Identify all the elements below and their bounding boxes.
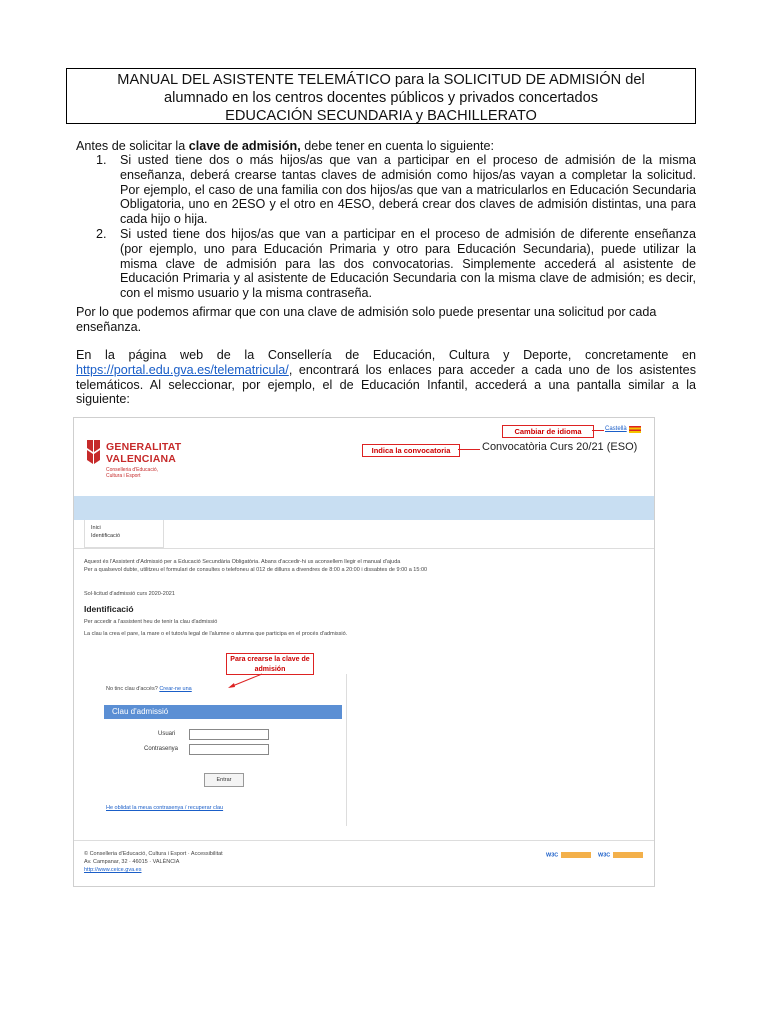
intro-before: Antes de solicitar la bbox=[76, 139, 189, 153]
password-input[interactable] bbox=[189, 744, 269, 755]
title-line-1: MANUAL DEL ASISTENTE TELEMÁTICO para la SOLICITUD DE ADMISIÓN del bbox=[117, 72, 645, 88]
tab-line-2: Identificació bbox=[91, 533, 121, 539]
list-line: misma clave de admisión para las dos convocatorias. Simplemente accederá al asistente de bbox=[120, 256, 696, 271]
list-line: (por ejemplo, uno para Educación Primaria y otro para Educación Secundaria), puede utilizar la bbox=[120, 241, 696, 256]
footer-line-2: Av. Campanar, 32 · 46015 · VALÈNCIA bbox=[84, 859, 180, 865]
intro-after: debe tener en cuenta lo siguiente: bbox=[300, 139, 494, 153]
annotation-change-language: Cambiar de idioma bbox=[502, 425, 594, 438]
clau-header: Clau d'admissió bbox=[104, 705, 342, 719]
para3-line-2 bbox=[76, 363, 696, 378]
solicitud-text: Sol·licitud d'admissió curs 2020-2021 bbox=[84, 591, 175, 597]
logo-line-2: VALENCIANA bbox=[106, 453, 177, 465]
list-line: con el mismo usuario y la misma contraseña. bbox=[120, 286, 372, 301]
arrow-line bbox=[458, 449, 480, 450]
tab-line-1: Inici bbox=[91, 525, 101, 531]
logo-text bbox=[106, 441, 181, 465]
tab-identificacio[interactable] bbox=[84, 520, 164, 548]
footer-line-1: © Conselleria d'Educació, Cultura i Esport · Accessibilitat bbox=[84, 851, 223, 857]
list-number: 1. bbox=[96, 153, 107, 167]
intro-bold: clave de admisión, bbox=[188, 139, 301, 153]
intro-text bbox=[84, 558, 644, 574]
logo-subtitle bbox=[106, 467, 158, 479]
portal-link[interactable]: https://portal.edu.gva.es/telematricula/ bbox=[76, 362, 289, 377]
convocatoria-title: Convocatòria Curs 20/21 (ESO) bbox=[482, 441, 638, 453]
list-line: Obligatoria, uno en 2ESO y el otro en 4ESO, deberá crear dos claves de admisión distintas, una para bbox=[120, 197, 696, 212]
wcag-label-1: W3C bbox=[546, 852, 559, 859]
wcag-badge-icon bbox=[561, 852, 591, 858]
divider bbox=[74, 548, 654, 549]
intro-text-2: Per a qualsevol dubte, utilitzeu el formulari de consultes o telefoneu al 012 de dilluns a divendres de 8:00 a 20:00 i dissabtes de 9:00 a 15:00 bbox=[84, 567, 428, 573]
footer-link[interactable]: http://www.ceice.gva.es bbox=[84, 867, 142, 873]
requirements-list bbox=[76, 153, 696, 301]
para3-line-4: siguiente: bbox=[76, 392, 130, 407]
para3-line-3: telemáticos. Al seleccionar, por ejemplo, el de Educación Infantil, accederá a una pantalla similar a la bbox=[76, 377, 696, 392]
list-line: Si usted tiene dos o más hijos/as que van a participar en el proceso de admisión de la misma bbox=[120, 153, 696, 167]
generalitat-logo bbox=[84, 436, 204, 496]
no-key-text bbox=[106, 685, 192, 693]
logo-line-1: GENERALITAT bbox=[106, 441, 182, 453]
header-band bbox=[74, 496, 654, 520]
clave-info-text: La clau la crea el pare, la mare o el tutor/a legal de l'alumne o alumna que participa en el procés d'admissió. bbox=[84, 631, 348, 637]
para2-line-1: Por lo que podemos afirmar que con una clave de admisión solo puede presentar una solicitud por cada bbox=[76, 305, 657, 319]
login-button[interactable]: Entrar bbox=[204, 773, 244, 787]
title-line-3: EDUCACIÓN SECUNDARIA y BACHILLERATO bbox=[225, 108, 537, 124]
language-link[interactable]: Castellà bbox=[605, 426, 627, 432]
list-number: 2. bbox=[96, 226, 107, 241]
no-key-label: No tinc clau d'accés? bbox=[106, 686, 160, 692]
wcag-badge-2 bbox=[598, 852, 643, 858]
create-key-link[interactable]: Crear-ne una bbox=[159, 686, 192, 692]
para3-line-1: En la página web de la Consellería de Educación, Cultura y Deporte, concretamente en bbox=[76, 348, 696, 362]
user-input[interactable] bbox=[189, 729, 269, 740]
list-item bbox=[76, 153, 696, 227]
para3-line-2-text: , encontrará los enlaces para acceder a cada uno de los asistentes bbox=[288, 362, 696, 377]
logo-sub-1: Conselleria d'Educació, bbox=[106, 467, 159, 473]
access-text: Per accedir a l'assistent heu de tenir la clau d'admissió bbox=[84, 619, 218, 625]
identificacio-heading: Identificació bbox=[84, 604, 134, 614]
embedded-screenshot bbox=[73, 417, 655, 887]
footer-divider bbox=[74, 840, 654, 841]
list-line: Si usted tiene dos hijos/as que van a participar en el proceso de admisión de diferente enseñanza bbox=[120, 226, 696, 241]
forgot-password-link[interactable]: He oblidat la meua contrasenya / recuperar clau bbox=[106, 805, 224, 811]
wcag-label-2: W3C bbox=[598, 852, 611, 859]
password-label: Contrasenya bbox=[144, 746, 179, 752]
intro-text-1: Aquest és l'Assistent d'Admissió per a Educació Secundària Obligatòria. Abans d'accedir-hi us aconsellem llegir el manual d'ajuda bbox=[84, 559, 401, 565]
wcag-badge-icon bbox=[613, 852, 643, 858]
annotation-create-key: Para crearse la clave de admisión bbox=[226, 653, 314, 675]
footer-text bbox=[84, 850, 384, 874]
list-line: cada hijo o hija. bbox=[120, 212, 208, 227]
annotation-convocatoria: Indica la convocatoria bbox=[362, 444, 460, 457]
generalitat-emblem-icon bbox=[84, 438, 104, 466]
flag-icon bbox=[629, 426, 641, 433]
list-line: enseñanza, deberá crearse tantas claves de admisión como hijos/as vayan a completar la solicitud. bbox=[120, 167, 696, 182]
paragraph-portal bbox=[76, 348, 696, 407]
title-box bbox=[66, 68, 696, 124]
title-line-2: alumnado en los centros docentes públicos y privados concertados bbox=[163, 90, 598, 106]
list-line: Por ejemplo, el caso de una familia con dos hijos/as que van a matricularlos en Educación Secundaria bbox=[120, 182, 696, 197]
list-item bbox=[76, 227, 696, 301]
list-line: Educación Primaria y al asistente de Educación Secundaria con la misma clave de admisión; es decir, bbox=[120, 271, 696, 286]
intro-paragraph bbox=[76, 139, 494, 154]
arrow-line bbox=[592, 430, 604, 431]
wcag-badge-1 bbox=[546, 852, 591, 858]
paragraph-one-key bbox=[76, 305, 696, 335]
user-label: Usuari bbox=[158, 731, 176, 737]
logo-sub-2: Cultura i Esport bbox=[106, 473, 141, 479]
para2-line-2: enseñanza. bbox=[76, 319, 142, 334]
